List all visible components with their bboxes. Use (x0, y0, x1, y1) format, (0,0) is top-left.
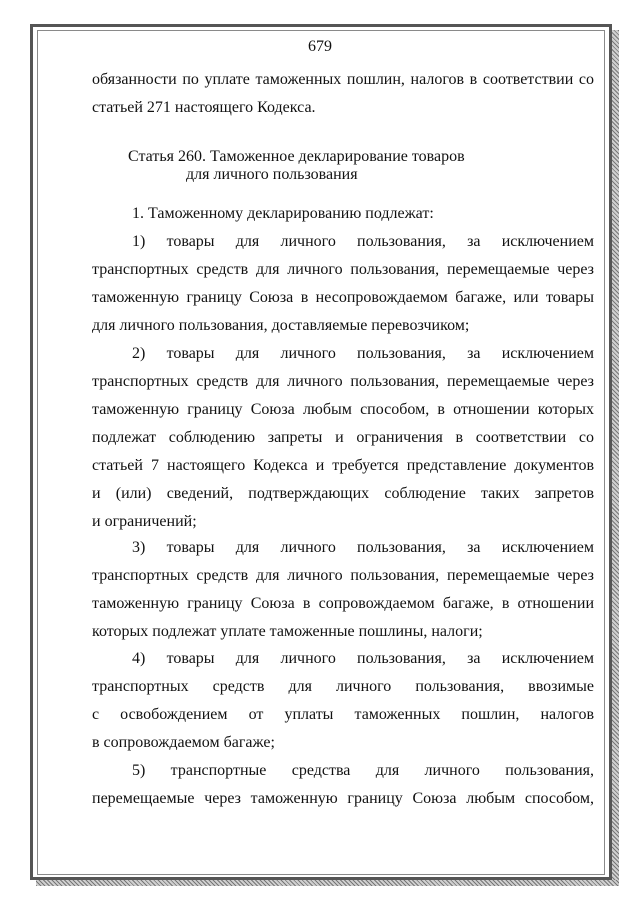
text-line: таможенную границу Союза в несопровождаемом багаже, или товары (92, 289, 594, 306)
text-line: с освобождением от уплаты таможенных пошлин, налогов (92, 706, 594, 723)
text-line: и ограничений; (92, 513, 197, 530)
text-line: обязанности по уплате таможенных пошлин, налогов в соответствии со (92, 71, 594, 88)
list-item-2 (92, 340, 594, 536)
list-item-1 (92, 228, 594, 340)
text-line: транспортных средств для личного пользования, перемещаемые через (92, 373, 594, 390)
paragraph-1 (92, 200, 594, 228)
text-line: транспортных средств для личного пользования, ввозимые (92, 678, 594, 695)
text-line: статьей 271 настоящего Кодекса. (92, 99, 316, 116)
text-line: которых подлежат уплате таможенные пошлины, налоги; (92, 623, 483, 640)
article-heading (128, 148, 488, 184)
text-line: транспортных средств для личного пользования, перемещаемые через (92, 261, 594, 278)
article-heading-line-1: Статья 260. Таможенное декларирование товаров (128, 148, 465, 165)
text-line: перемещаемые через таможенную границу Союза любым способом, (92, 790, 594, 807)
page-shadow-right (612, 30, 619, 886)
text-line: 1. Таможенному декларированию подлежат: (132, 205, 434, 222)
page-number: 679 (308, 38, 332, 55)
intro-paragraph (92, 66, 594, 122)
list-item-5 (92, 757, 594, 813)
text-line: 3) товары для личного пользования, за исключением (132, 539, 594, 556)
text-line: транспортных средств для личного пользования, перемещаемые через (92, 567, 594, 584)
page-shadow-bottom (36, 880, 619, 886)
article-heading-line-2: для личного пользования (186, 166, 358, 183)
text-line: статьей 7 настоящего Кодекса и требуется представление документов (92, 457, 594, 474)
text-line: 1) товары для личного пользования, за исключением (132, 233, 594, 250)
text-line: 4) товары для личного пользования, за исключением (132, 650, 594, 667)
text-line: 5) транспортные средства для личного пользования, (132, 762, 594, 779)
text-line: в сопровождаемом багаже; (92, 734, 275, 751)
text-line: подлежат соблюдению запреты и ограничения в соответствии со (92, 429, 594, 446)
text-line: таможенную границу Союза любым способом, в отношении которых (92, 401, 594, 418)
list-item-3 (92, 534, 594, 646)
text-line: и (или) сведений, подтверждающих соблюдение таких запретов (92, 485, 594, 502)
text-line: таможенную границу Союза в сопровождаемом багаже, в отношении (92, 595, 594, 612)
text-line: для личного пользования, доставляемые перевозчиком; (92, 317, 470, 334)
text-line: 2) товары для личного пользования, за исключением (132, 345, 594, 362)
list-item-4 (92, 645, 594, 757)
